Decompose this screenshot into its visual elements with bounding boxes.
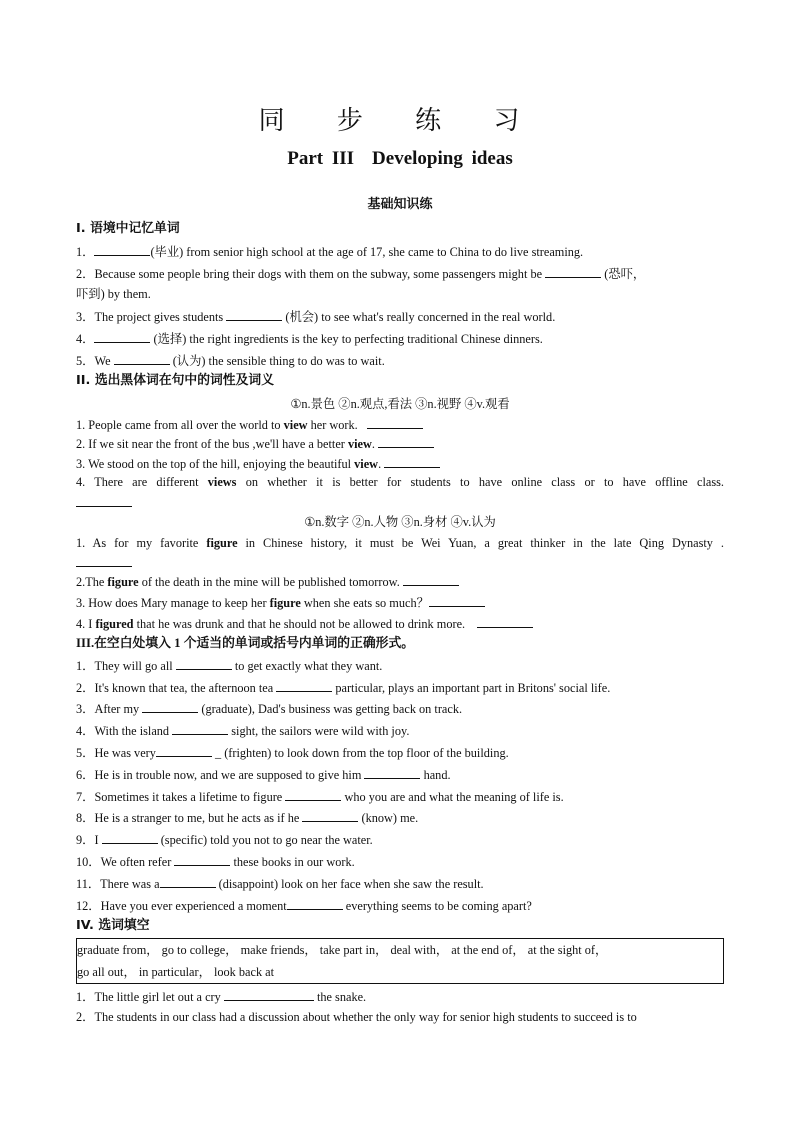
answer-blank[interactable] [76,554,132,567]
answer-blank[interactable] [403,573,459,586]
s3-question-2: 2．It's known that tea, the afternoon tea particular, plays an important part in Britons' social life. [76,681,611,695]
answer-blank[interactable] [94,243,150,256]
s1-question-1: 1． (毕业) from senior high school at the age of 17, she came to China to do live streaming. [76,245,584,259]
s3-question-11: 11．There was a (disappoint) look on her face when she saw the result. [76,877,484,891]
s4-question-1: 1．The little girl let out a cry the snake. [76,990,367,1004]
figure-options: ①n.数字 ②n.人物 ③n.身材 ④v.认为 [304,515,496,529]
s3-question-4: 4．With the island sight, the sailors were wild with joy. [76,724,410,738]
s2-question-2: 2. If we sit near the front of the bus ,we'll have a better view. [76,435,434,452]
answer-blank[interactable] [76,494,132,507]
section-4-heading: IV. 选词填空 [76,918,150,933]
answer-blank[interactable] [114,352,170,365]
answer-blank[interactable] [142,700,198,713]
answer-blank[interactable] [477,615,533,628]
answer-blank[interactable] [276,679,332,692]
page-title: 同 步 练 习 [258,106,542,136]
s1-question-3: 3．The project gives students (机会) to see what's really concerned in the real world. [76,310,556,324]
s2-question-4-blank [76,494,132,511]
answer-blank[interactable] [384,455,440,468]
answer-blank[interactable] [287,897,343,910]
answer-blank[interactable] [364,766,420,779]
answer-blank[interactable] [285,788,341,801]
s1-question-4: 4． (选择) the right ingredients is the key to perfecting traditional Chinese dinners. [76,332,543,346]
s1-question-5: 5．We (认为) the sensible thing to do was to wait. [76,354,385,368]
answer-blank[interactable] [302,809,358,822]
s3-question-12: 12．Have you ever experienced a moment everything seems to be coming apart? [76,899,532,913]
answer-blank[interactable] [545,265,601,278]
section-2-heading: II. 选出黑体词在句中的词性及词义 [76,373,274,388]
subtitle-topic: Developing ideas [372,148,513,169]
answer-blank[interactable] [367,416,423,429]
answer-blank[interactable] [156,744,212,757]
s2-question-6: 2.The figure of the death in the mine will be published tomorrow. [76,573,459,590]
page-subtitle [76,148,724,170]
word-bank-box [76,938,724,984]
view-options: ①n.景色 ②n.观点,看法 ③n.视野 ④v.观看 [290,397,510,411]
answer-blank[interactable] [160,875,216,888]
answer-blank[interactable] [94,330,150,343]
s2-question-3: 3. We stood on the top of the hill, enjoying the beautiful view. [76,455,440,472]
answer-blank[interactable] [429,594,485,607]
s3-question-1: 1．They will go all to get exactly what they want. [76,659,383,673]
section-1-heading: I. 语境中记忆单词 [76,221,180,236]
s2-question-4: 4. There are different views on whether it is better for students to have online class or to have offline class. [76,475,724,489]
s1-question-2-cont: 吓到) by them. [76,287,151,301]
s3-question-7: 7．Sometimes it takes a lifetime to figure who you are and what the meaning of life is. [76,790,564,804]
s2-question-5-blank [76,554,132,571]
s3-question-9: 9．I (specific) told you not to go near the water. [76,833,373,847]
s1-question-2: 2．Because some people bring their dogs with them on the subway, some passengers might be (恐吓， [76,267,646,281]
answer-blank[interactable] [224,988,314,1001]
s3-question-8: 8．He is a stranger to me, but he acts as if he (know) me. [76,811,419,825]
answer-blank[interactable] [226,308,282,321]
answer-blank[interactable] [378,435,434,448]
s3-question-10: 10．We often refer these books in our work. [76,855,355,869]
s2-question-5: 1. As for my favorite figure in Chinese history, it must be Wei Yuan, a great thinker in the late Qing Dynasty . [76,536,724,550]
answer-blank[interactable] [176,657,232,670]
s3-question-5: 5．He was very _ (frighten) to look down from the top floor of the building. [76,746,509,760]
answer-blank[interactable] [174,853,230,866]
answer-blank[interactable] [172,722,228,735]
word-bank-line-2: go all out， in particular， look back at [77,965,275,979]
s3-question-6: 6．He is in trouble now, and we are supposed to give him hand. [76,768,451,782]
answer-blank[interactable] [102,831,158,844]
s3-question-3: 3．After my (graduate), Dad's business was getting back on track. [76,702,463,716]
s2-question-8: 4. I figured that he was drunk and that he should not be allowed to drink more. [76,615,533,632]
s4-question-2: 2．The students in our class had a discussion about whether the only way for senior high students to succeed is to [76,1010,637,1024]
word-bank-line-1: graduate from， go to college， make friends， take part in， deal with， at the end of， at the sight of， [77,943,608,957]
s2-question-1: 1. People came from all over the world to view her work. [76,416,423,433]
s2-question-7: 3. How does Mary manage to keep her figure when she eats so much？ [76,594,485,611]
basic-knowledge-heading: 基础知识练 [367,197,433,212]
section-3-heading: III.在空白处填入 1 个适当的单词或括号内单词的正确形式。 [76,636,415,650]
subtitle-part: Part III [287,148,355,169]
